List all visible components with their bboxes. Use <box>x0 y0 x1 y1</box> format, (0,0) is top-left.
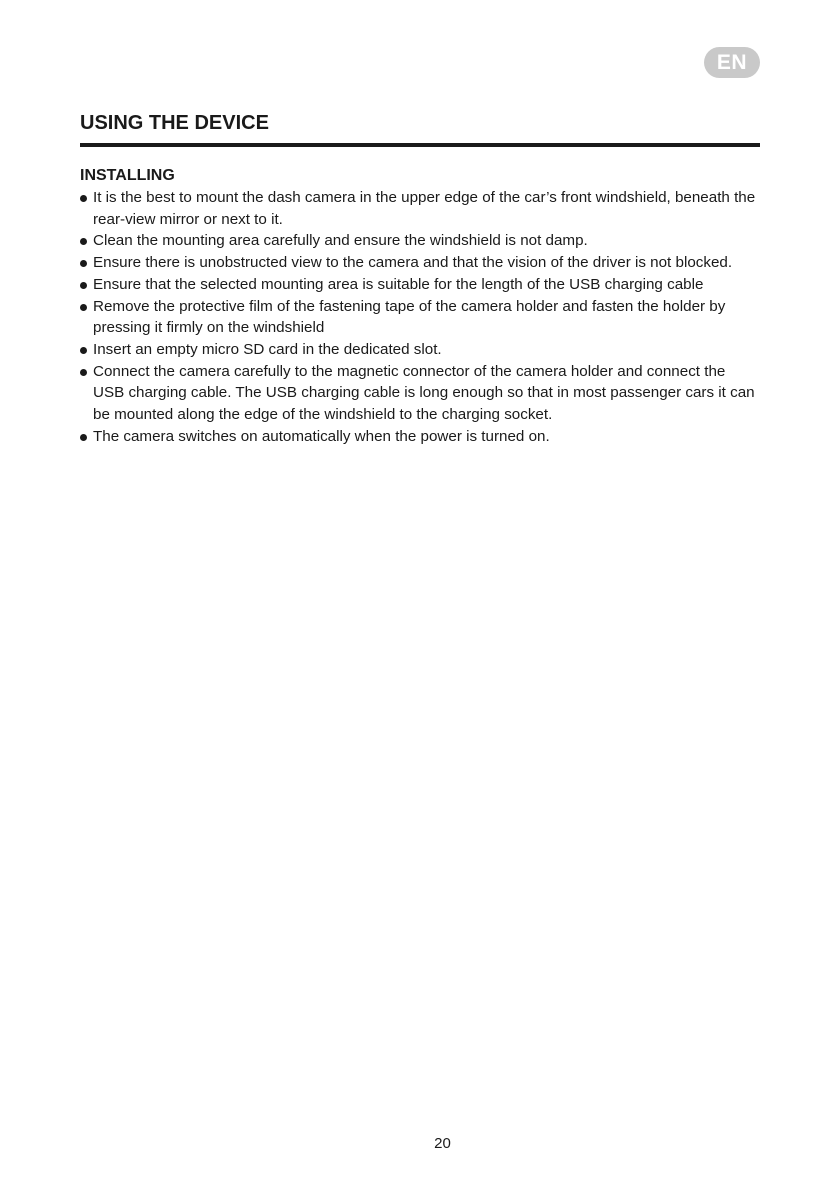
bullet-icon <box>80 347 87 354</box>
list-item-text: Ensure that the selected mounting area is suitable for the length of the USB charging cable <box>93 275 704 293</box>
language-badge: EN <box>704 47 760 78</box>
installing-list <box>80 187 760 447</box>
list-item <box>80 339 760 361</box>
list-item-text: It is the best to mount the dash camera in the upper edge of the car’s front windshield, beneath the rear-view mirror or next to it. <box>93 189 756 228</box>
list-item <box>80 252 760 274</box>
list-item-text: Insert an empty micro SD card in the dedicated slot. <box>93 340 442 358</box>
list-item <box>80 187 760 230</box>
bullet-icon <box>80 260 87 267</box>
list-item-text: Remove the protective film of the fastening tape of the camera holder and fasten the holder by pressing it firmly on the windshield <box>93 297 726 337</box>
bullet-icon <box>80 195 87 202</box>
bullet-icon <box>80 304 87 311</box>
installing-section <box>80 165 760 447</box>
list-item <box>80 426 760 448</box>
list-item-text: The camera switches on automatically when the power is turned on. <box>93 427 550 445</box>
list-item-text: Clean the mounting area carefully and ensure the windshield is not damp. <box>93 232 588 250</box>
list-item <box>80 296 760 339</box>
list-item <box>80 361 760 426</box>
bullet-icon <box>80 369 87 376</box>
installing-heading: INSTALLING <box>80 167 175 184</box>
list-item-text: Ensure there is unobstructed view to the camera and that the vision of the driver is not blocked. <box>93 254 733 272</box>
title-divider <box>80 143 760 147</box>
bullet-icon <box>80 238 87 245</box>
list-item <box>80 230 760 252</box>
bullet-icon <box>80 282 87 289</box>
list-item-text: Connect the camera carefully to the magnetic connector of the camera holder and connect the USB charging cable. The USB charging cable is long enough so that in most passenger cars it can be mounted along the edge of the windshield to the charging socket. <box>93 362 755 424</box>
section-title: USING THE DEVICE <box>80 112 269 134</box>
bullet-icon <box>80 434 87 441</box>
page-number: 20 <box>434 1135 451 1152</box>
list-item <box>80 274 760 296</box>
